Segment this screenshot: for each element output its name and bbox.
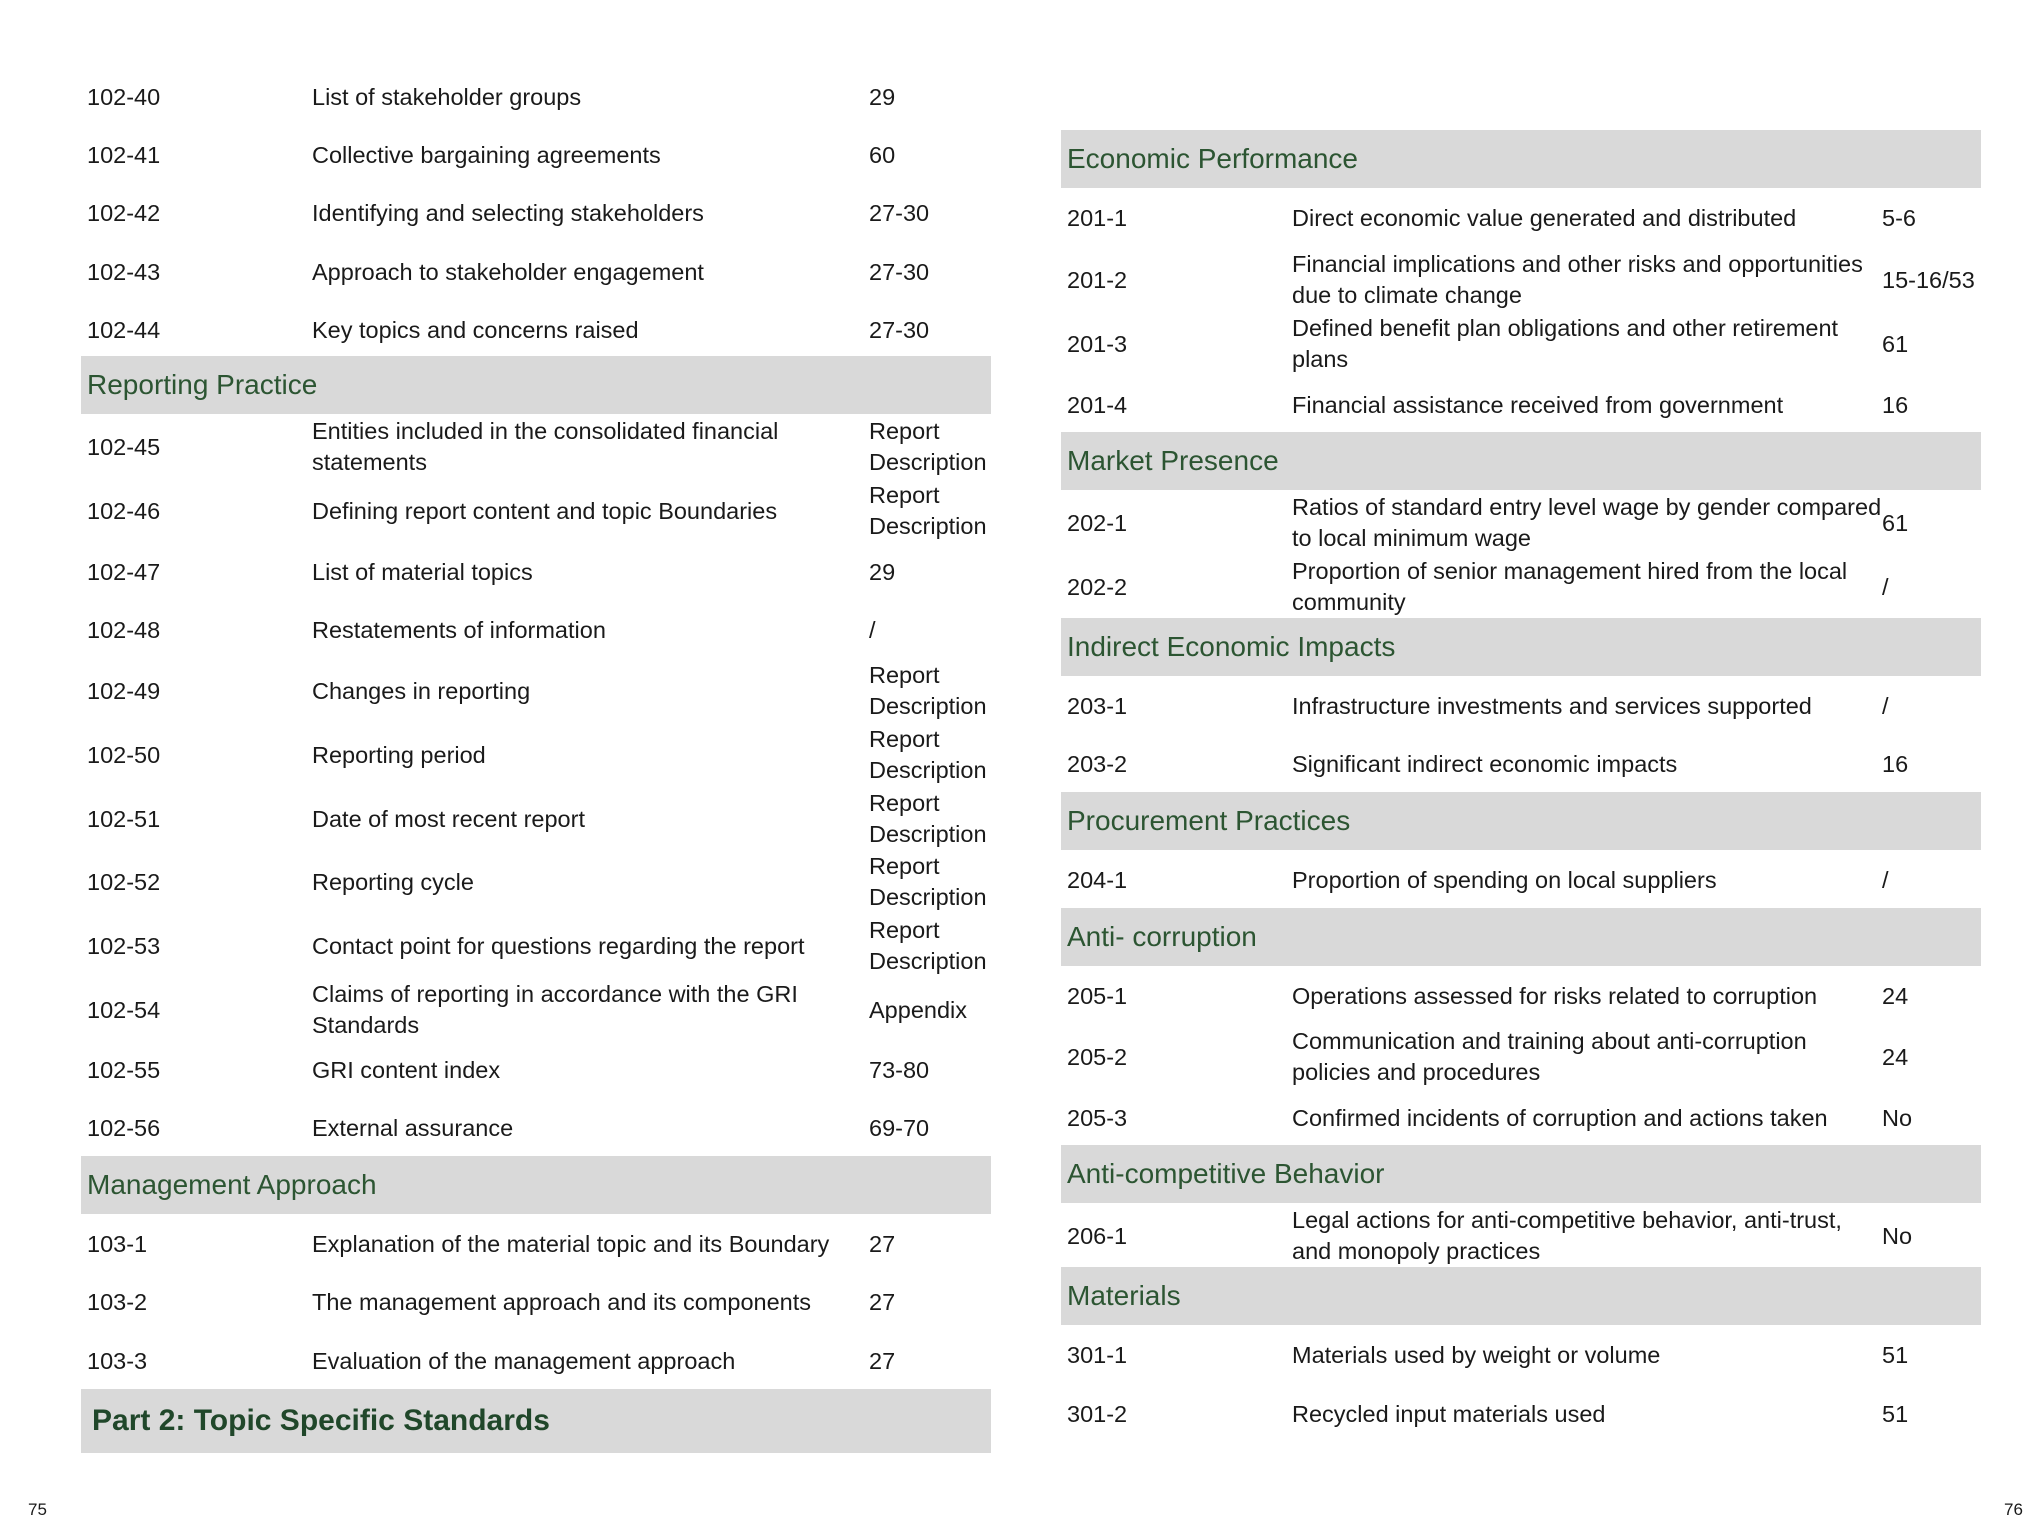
table-row — [81, 1055, 991, 1086]
disclosure-description: Defined benefit plan obligations and other retirement plans — [1292, 315, 1839, 372]
section-header-anti-competitive-behavior: Anti-competitive Behavior — [1061, 1145, 1981, 1203]
disclosure-description: Infrastructure investments and services supported — [1292, 693, 1812, 719]
disclosure-code: 202-2 — [1067, 573, 1128, 600]
table-row — [81, 1113, 991, 1144]
page-reference: Report Description — [869, 662, 987, 719]
disclosure-code: 102-42 — [87, 200, 161, 226]
disclosure-code: 102-41 — [87, 142, 161, 168]
section-header-management-approach: Management Approach — [81, 1156, 991, 1214]
table-row — [1061, 691, 1981, 722]
disclosure-code: 102-46 — [87, 497, 161, 524]
disclosure-description: Proportion of spending on local suppliers — [1292, 867, 1717, 893]
table-row — [81, 257, 991, 288]
table-row — [1061, 203, 1981, 234]
disclosure-description: External assurance — [312, 1115, 514, 1141]
disclosure-description: Date of most recent report — [312, 805, 585, 832]
table-row — [1061, 390, 1981, 421]
disclosure-code: 102-40 — [87, 84, 161, 110]
disclosure-code: 301-2 — [1067, 1401, 1128, 1427]
disclosure-description: List of stakeholder groups — [312, 84, 582, 110]
disclosure-code: 205-2 — [1067, 1043, 1128, 1070]
disclosure-description: Claims of reporting in accordance with the GRI Standards — [312, 981, 798, 1038]
page-reference: No — [1882, 1222, 1913, 1249]
table-row — [81, 615, 991, 646]
disclosure-description: Significant indirect economic impacts — [1292, 751, 1678, 777]
page-reference: 27-30 — [869, 200, 930, 226]
table-row — [1061, 313, 1981, 375]
disclosure-description: Communication and training about anti-corruption policies and procedures — [1292, 1028, 1807, 1085]
page-number-right: 76 — [2004, 1500, 2023, 1519]
disclosure-description: List of material topics — [312, 559, 533, 585]
disclosure-description: Changes in reporting — [312, 677, 531, 704]
disclosure-description: Legal actions for anti-competitive behavior, anti-trust, and monopoly practices — [1292, 1207, 1842, 1264]
disclosure-code: 102-44 — [87, 317, 161, 343]
disclosure-code: 205-3 — [1067, 1105, 1128, 1131]
table-row — [81, 660, 991, 722]
disclosure-code: 201-3 — [1067, 330, 1128, 357]
page-reference: 27 — [869, 1348, 896, 1374]
table-row — [81, 557, 991, 588]
page-reference: / — [1882, 867, 1889, 893]
page-reference: Report Description — [869, 853, 987, 910]
disclosure-code: 203-1 — [1067, 693, 1128, 719]
table-row — [1061, 492, 1981, 554]
disclosure-code: 102-49 — [87, 677, 161, 704]
disclosure-code: 102-55 — [87, 1057, 161, 1083]
disclosure-code: 205-1 — [1067, 983, 1128, 1009]
disclosure-description: Restatements of information — [312, 617, 606, 643]
table-row — [81, 1287, 991, 1318]
disclosure-description: Ratios of standard entry level wage by gender compared to local minimum wage — [1292, 494, 1882, 551]
page-reference: 29 — [869, 84, 896, 110]
table-row — [81, 979, 991, 1041]
table-row — [81, 140, 991, 171]
disclosure-description: Proportion of senior management hired from the local community — [1292, 558, 1848, 615]
disclosure-description: Explanation of the material topic and its Boundary — [312, 1231, 830, 1257]
disclosure-code: 202-1 — [1067, 509, 1128, 536]
disclosure-code: 103-3 — [87, 1348, 148, 1374]
page-reference: Report Description — [869, 726, 987, 783]
disclosure-description: Direct economic value generated and distributed — [1292, 205, 1797, 231]
table-row — [81, 315, 991, 346]
disclosure-code: 206-1 — [1067, 1222, 1128, 1249]
disclosure-description: GRI content index — [312, 1057, 501, 1083]
page-reference: 24 — [1882, 1043, 1909, 1070]
page-reference: Report Description — [869, 482, 987, 539]
page-reference: 27-30 — [869, 259, 930, 285]
disclosure-description: Collective bargaining agreements — [312, 142, 661, 168]
table-row — [81, 915, 991, 977]
page-reference: 5-6 — [1882, 205, 1916, 231]
disclosure-description: Financial assistance received from government — [1292, 392, 1784, 418]
table-row — [1061, 865, 1981, 896]
disclosure-description: Key topics and concerns raised — [312, 317, 639, 343]
page-reference: No — [1882, 1105, 1913, 1131]
page-reference: Appendix — [869, 996, 967, 1023]
disclosure-code: 201-1 — [1067, 205, 1128, 231]
disclosure-description: Confirmed incidents of corruption and actions taken — [1292, 1105, 1828, 1131]
page-reference: 27-30 — [869, 317, 930, 343]
section-header-procurement-practices: Procurement Practices — [1061, 792, 1981, 850]
section-header-market-presence: Market Presence — [1061, 432, 1981, 490]
table-row — [1061, 1205, 1981, 1267]
page-reference: 51 — [1882, 1401, 1909, 1427]
disclosure-code: 102-53 — [87, 932, 161, 959]
disclosure-description: Financial implications and other risks and opportunities due to climate change — [1292, 251, 1863, 308]
table-row — [1061, 556, 1981, 618]
table-row — [1061, 1340, 1981, 1371]
disclosure-code: 102-51 — [87, 805, 161, 832]
page-reference: 69-70 — [869, 1115, 930, 1141]
page-reference: Report Description — [869, 418, 987, 475]
table-row — [81, 788, 991, 850]
table-row — [81, 198, 991, 229]
disclosure-description: Operations assessed for risks related to corruption — [1292, 983, 1818, 1009]
table-row — [1061, 981, 1981, 1012]
page-reference: / — [869, 617, 876, 643]
page-reference: 16 — [1882, 392, 1909, 418]
disclosure-description: Approach to stakeholder engagement — [312, 259, 704, 285]
section-header-economic-performance: Economic Performance — [1061, 130, 1981, 188]
disclosure-description: Reporting period — [312, 741, 486, 768]
table-row — [81, 1229, 991, 1260]
disclosure-code: 201-4 — [1067, 392, 1128, 418]
page-number-left: 75 — [28, 1500, 47, 1519]
table-row — [81, 82, 991, 113]
table-row — [1061, 749, 1981, 780]
section-header-reporting-practice: Reporting Practice — [81, 356, 991, 414]
page-reference: 29 — [869, 559, 896, 585]
disclosure-code: 203-2 — [1067, 751, 1128, 777]
page-reference: 27 — [869, 1231, 896, 1257]
disclosure-code: 201-2 — [1067, 266, 1128, 293]
page-reference: 61 — [1882, 509, 1909, 536]
table-row — [1061, 1103, 1981, 1134]
disclosure-code: 102-56 — [87, 1115, 161, 1141]
page-reference: 27 — [869, 1289, 896, 1315]
table-row — [1061, 249, 1981, 311]
page-reference: 61 — [1882, 330, 1909, 357]
page-reference: / — [1882, 693, 1889, 719]
disclosure-code: 102-52 — [87, 868, 161, 895]
disclosure-code: 103-1 — [87, 1231, 148, 1257]
page-reference: 16 — [1882, 751, 1909, 777]
part-2-heading: Part 2: Topic Specific Standards — [81, 1389, 991, 1453]
disclosure-description: Defining report content and topic Boundaries — [312, 497, 778, 524]
page-reference: / — [1882, 573, 1889, 600]
disclosure-code: 102-45 — [87, 433, 161, 460]
page-reference: 15-16/53 — [1882, 266, 1975, 293]
section-header-materials: Materials — [1061, 1267, 1981, 1325]
table-row — [81, 1346, 991, 1377]
section-header-indirect-economic-impacts: Indirect Economic Impacts — [1061, 618, 1981, 676]
page-reference: 24 — [1882, 983, 1909, 1009]
table-row — [81, 724, 991, 786]
disclosure-code: 102-43 — [87, 259, 161, 285]
disclosure-code: 204-1 — [1067, 867, 1128, 893]
page-reference: 60 — [869, 142, 896, 168]
disclosure-code: 102-47 — [87, 559, 161, 585]
disclosure-description: The management approach and its components — [312, 1289, 812, 1315]
disclosure-description: Recycled input materials used — [1292, 1401, 1606, 1427]
disclosure-code: 103-2 — [87, 1289, 148, 1315]
disclosure-description: Materials used by weight or volume — [1292, 1342, 1661, 1368]
disclosure-description: Identifying and selecting stakeholders — [312, 200, 704, 226]
disclosure-description: Entities included in the consolidated financial statements — [312, 418, 779, 475]
disclosure-code: 102-54 — [87, 996, 161, 1023]
page-reference: 51 — [1882, 1342, 1909, 1368]
section-header-anti-corruption: Anti- corruption — [1061, 908, 1981, 966]
disclosure-code: 102-50 — [87, 741, 161, 768]
table-row — [81, 416, 991, 478]
table-row — [1061, 1026, 1981, 1088]
disclosure-description: Evaluation of the management approach — [312, 1348, 736, 1374]
table-row — [81, 851, 991, 913]
page-reference: Report Description — [869, 790, 987, 847]
page-reference: Report Description — [869, 917, 987, 974]
page-reference: 73-80 — [869, 1057, 930, 1083]
disclosure-code: 102-48 — [87, 617, 161, 643]
disclosure-description: Reporting cycle — [312, 868, 474, 895]
table-row — [81, 480, 991, 542]
disclosure-code: 301-1 — [1067, 1342, 1128, 1368]
disclosure-description: Contact point for questions regarding the report — [312, 932, 805, 959]
table-row — [1061, 1399, 1981, 1430]
